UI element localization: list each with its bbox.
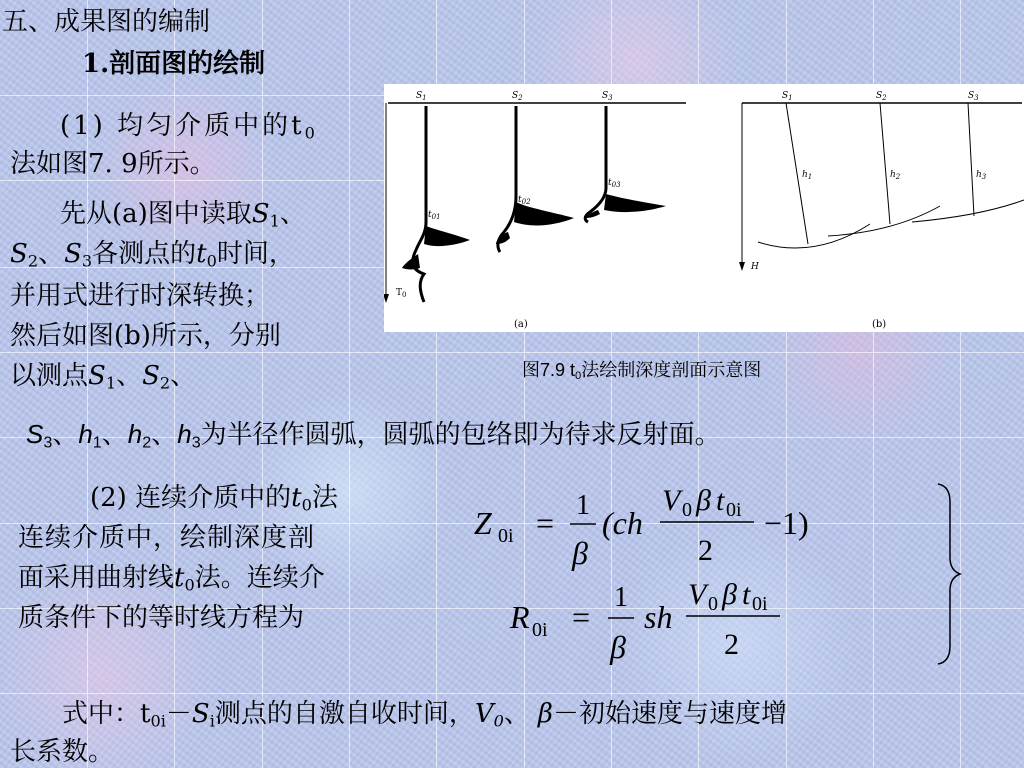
para4-line4: 质条件下的等时线方程为 [18, 603, 305, 633]
depth-label-h1: $h_1$ [802, 170, 813, 181]
z-sub [498, 525, 514, 547]
station-sub: 3 [81, 251, 93, 271]
station-sub: 1 [105, 373, 117, 393]
r-symbol: R [510, 599, 530, 635]
formula-svg [470, 478, 970, 668]
v-symbol: V [662, 484, 681, 517]
sub-text: 0i [498, 525, 514, 547]
station-sub: 2 [27, 251, 39, 271]
subheading-number: 1. [82, 49, 110, 79]
station-label-a3: $S_3$ [602, 91, 613, 102]
section-heading: 五、成果图的编制 [2, 7, 211, 37]
time-label-t02: $t_{02}$ [518, 195, 531, 206]
para4-line2: 连续介质中，绘制深度剖 [18, 523, 316, 553]
separator: 、 [170, 361, 197, 391]
minus-one: −1) [764, 505, 809, 541]
beta-symbol: β [537, 699, 553, 729]
z-symbol: Z [474, 505, 492, 541]
trace-1 [413, 106, 426, 302]
para2-line3: 并用式进行时深转换； [10, 281, 271, 311]
para2-text: 各测点的 [92, 239, 197, 269]
isochron-equations [470, 478, 970, 668]
station-sub: 2 [159, 373, 171, 393]
station-symbol: S [26, 419, 44, 449]
t-sub: 0i [726, 499, 742, 521]
para1-line2: 法如图7. 9所示。 [10, 149, 216, 179]
time-axis-label [396, 288, 406, 299]
radius-sub: 3 [191, 433, 201, 452]
v-symbol: V [688, 578, 707, 611]
footer-text: 式中： [62, 699, 141, 729]
depth-label-h2: $h_2$ [890, 170, 901, 181]
t-symbol: t [196, 239, 207, 269]
t-sub: 0i [150, 711, 166, 731]
radius-symbol: h [127, 419, 143, 449]
station-symbol: S [88, 361, 106, 391]
separator: 、 [101, 420, 128, 450]
para1-t-symbol: t [291, 111, 305, 141]
t-sub: 0 [206, 251, 217, 271]
para4-text: 法。连续介 [194, 563, 325, 593]
station-label-a2: $S_2$ [512, 91, 523, 102]
t-sub: 0i [752, 593, 768, 615]
axis-sub: 0 [402, 291, 407, 299]
time-label-t03: $t_{03}$ [608, 178, 621, 189]
para2-text: 时间， [216, 239, 295, 269]
grid-line [0, 693, 1024, 694]
panel-a-label: (a) [514, 319, 528, 330]
depth-axis-label: H [751, 262, 759, 272]
axis-symbol: T [396, 288, 403, 298]
ch-function: (ch [602, 505, 643, 541]
right-brace [938, 484, 960, 664]
v-symbol: V [474, 699, 494, 729]
station-label-b2: $S_2$ [876, 91, 887, 102]
para4-line3 [18, 562, 325, 594]
v-sub: 0 [493, 711, 504, 731]
station-symbol: S [64, 239, 82, 269]
t-symbol: t [716, 484, 725, 517]
station-sub: i [209, 711, 215, 731]
para2-line4: 然后如图(b)所示，分别 [10, 321, 281, 351]
trace-2 [498, 106, 516, 252]
grid-line [0, 352, 1024, 353]
t-symbol: t [742, 578, 751, 611]
subheading [82, 48, 265, 80]
separator: 、 [503, 699, 530, 729]
station-label-a1: $S_1$ [416, 91, 427, 102]
beta-symbol: β [696, 484, 711, 517]
trace-1-lobe [424, 226, 470, 246]
figure-diagram [384, 84, 1024, 332]
v-sub: 0 [682, 499, 692, 521]
time-axis-arrow [384, 294, 389, 303]
radius-symbol: h [177, 419, 192, 449]
equals-sign: = [536, 505, 555, 541]
denominator-two: 2 [698, 534, 713, 567]
footer-text: 测点的自激自收时间， [214, 699, 475, 729]
separator: 、 [116, 361, 143, 391]
denominator-two: 2 [724, 628, 739, 661]
figure-caption [522, 358, 761, 382]
station-symbol: S [142, 361, 160, 391]
separator: 、 [151, 420, 178, 450]
station-label-b1: $S_1$ [782, 91, 793, 102]
station-symbol: S [251, 199, 270, 229]
dash: － [165, 699, 192, 729]
t-symbol: t [140, 699, 151, 729]
depth-label-h3: $h_3$ [976, 170, 987, 181]
para2-line1 [60, 198, 306, 230]
para2-text: 以测点 [10, 361, 89, 391]
t-symbol: t [174, 563, 185, 593]
trace-1-lobe [402, 254, 420, 270]
separator: 、 [279, 199, 306, 229]
numerator-one: 1 [576, 490, 590, 521]
para4-text: 面采用曲射线 [18, 563, 175, 593]
para4-text: 法 [311, 483, 338, 513]
t-sub: 0 [184, 575, 195, 595]
radius-symbol: h [78, 419, 93, 449]
subheading-text: 剖面图的绘制 [109, 49, 266, 79]
separator: 、 [52, 420, 79, 450]
station-symbol: S [10, 239, 28, 269]
beta-symbol: β [572, 535, 588, 571]
para2-line2 [10, 238, 295, 270]
para1-line1 [60, 110, 318, 142]
para4-line1 [90, 482, 338, 514]
panel-b-label: (b) [872, 319, 887, 330]
equals-sign: = [572, 599, 591, 635]
time-label-t01: $t_{01}$ [428, 210, 441, 221]
sh-function: sh [644, 599, 673, 635]
grid-line [349, 0, 350, 768]
trace-3-lobe [604, 194, 666, 212]
para1-indent-text: (1) 均匀介质中的 [60, 111, 292, 141]
radius-h3 [968, 103, 974, 216]
beta-symbol: β [610, 629, 626, 665]
para3 [26, 418, 721, 451]
caption-text: 图7.9 t [522, 360, 576, 380]
r-sub: 0i [532, 619, 548, 641]
radius-h2 [880, 103, 890, 224]
v-sub: 0 [708, 593, 718, 615]
para4-text: (2) 连续介质中的 [90, 483, 292, 513]
radius-sub: 1 [92, 433, 102, 452]
caption-sub: 0 [575, 370, 582, 383]
para1-t-sub: 0 [304, 123, 318, 143]
station-sub: 1 [269, 211, 280, 231]
trace-3 [585, 106, 606, 222]
station-symbol: S [191, 699, 210, 729]
radius-sub: 2 [142, 433, 152, 452]
footer-text: －初始速度与速度增 [552, 699, 787, 729]
station-sub: 3 [43, 433, 53, 452]
numerator-one: 1 [614, 582, 628, 613]
t-symbol: t [291, 483, 302, 513]
para3-text: 为半径作圆弧，圆弧的包络即为待求反射面。 [200, 420, 721, 450]
separator: 、 [38, 239, 65, 269]
depth-axis-arrow [739, 262, 745, 271]
t-sub: 0 [301, 495, 312, 515]
para2-line5 [10, 360, 196, 392]
caption-text: 法绘制深度剖面示意图 [581, 360, 762, 380]
footer-line1 [62, 698, 787, 730]
arc-1 [758, 224, 870, 248]
figure-7-9 [384, 84, 1024, 332]
footer-line2: 长系数。 [10, 737, 115, 767]
para2-text: 先从(a)图中读取 [60, 199, 252, 229]
station-label-b3: $S_3$ [968, 91, 979, 102]
beta-symbol: β [722, 578, 737, 611]
arc-3 [912, 200, 1024, 222]
